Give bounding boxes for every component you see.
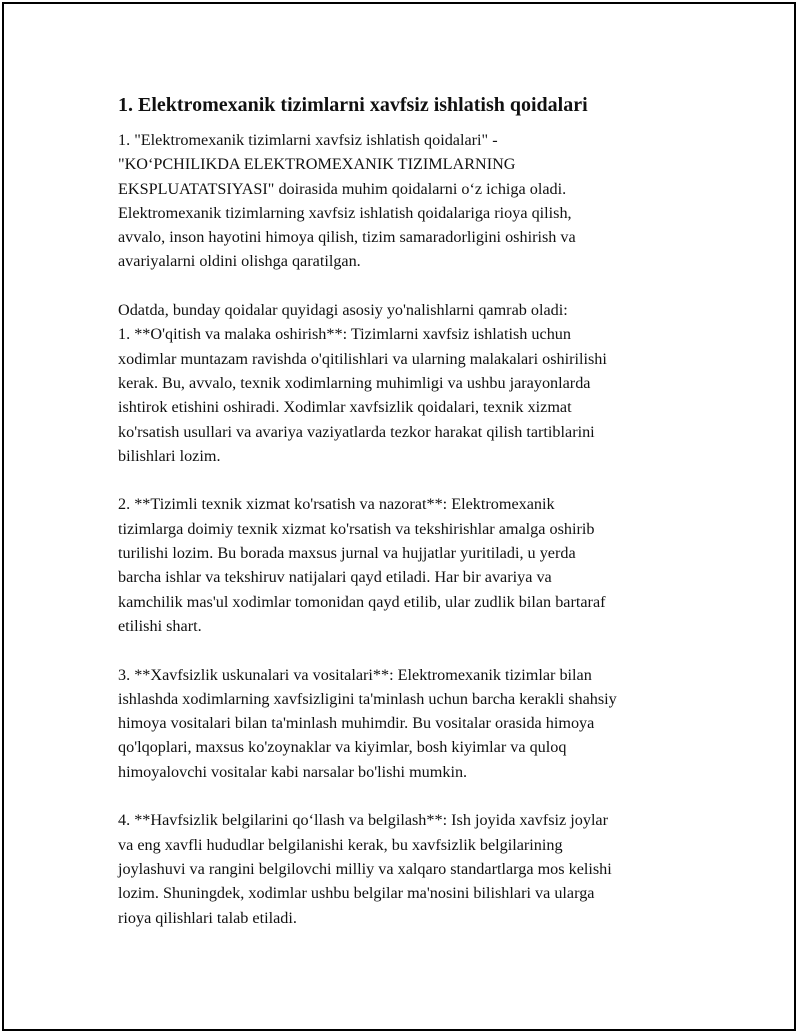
- text-line: ko'rsatish usullari va avariya vaziyatlarda tezkor harakat qilish tartiblarini: [118, 422, 595, 441]
- text-line: himoya vositalari bilan ta'minlash muhimdir. Bu vositalar orasida himoya: [118, 714, 595, 733]
- text-line: 2. **Tizimli texnik xizmat ko'rsatish va nazorat**: Elektromexanik: [118, 495, 555, 514]
- paragraph-intro: [118, 128, 698, 274]
- text-line: va eng xavfli hududlar belgilanishi kerak, bu xavfsizlik belgilarining: [118, 835, 563, 854]
- text-line: joylashuvi va rangini belgilovchi milliy va xalqaro standartlarga mos kelishi: [118, 859, 612, 878]
- paragraph-signs: [118, 808, 698, 929]
- text-line: etilishi shart.: [118, 616, 202, 635]
- text-line: tizimlarga doimiy texnik xizmat ko'rsatish va tekshirishlar amalga oshirib: [118, 519, 595, 538]
- text-line: EKSPLUATATSIYASI" doirasida muhim qoidalarni oʻz ichiga oladi.: [118, 179, 567, 198]
- text-line: Odatda, bunday qoidalar quyidagi asosiy yo'nalishlarni qamrab oladi:: [118, 301, 568, 320]
- text-line: barcha ishlar va tekshiruv natijalari qayd etiladi. Har bir avariya va: [118, 568, 552, 587]
- text-line: avvalo, inson hayotini himoya qilish, tizim samaradorligini oshirish va: [118, 228, 576, 247]
- document-body: [118, 92, 698, 930]
- text-line: kerak. Bu, avvalo, texnik xodimlarning muhimligi va ushbu jarayonlarda: [118, 373, 591, 392]
- paragraph-equipment: [118, 663, 698, 784]
- text-line: 4. **Havfsizlik belgilarini qoʻllash va belgilash**: Ish joyida xavfsiz joylar: [118, 811, 609, 830]
- text-line: avariyalarni oldini olishga qaratilgan.: [118, 252, 361, 271]
- text-line: Elektromexanik tizimlarning xavfsiz ishlatish qoidalariga rioya qilish,: [118, 203, 572, 222]
- paragraph-maintenance: [118, 492, 698, 638]
- paragraph-training: [118, 298, 698, 468]
- document-title: 1. Elektromexanik tizimlarni xavfsiz ishlatish qoidalari: [118, 94, 588, 116]
- text-line: qo'lqoplari, maxsus ko'zoynaklar va kiyimlar, bosh kiyimlar va quloq: [118, 738, 567, 757]
- text-line: lozim. Shuningdek, xodimlar ushbu belgilar ma'nosini bilishlari va ularga: [118, 884, 595, 903]
- text-line: kamchilik mas'ul xodimlar tomonidan qayd etilib, ular zudlik bilan bartaraf: [118, 592, 606, 611]
- text-line: "KOʻPCHILIKDA ELEKTROMEXANIK TIZIMLARNING: [118, 155, 516, 174]
- text-line: ishlashda xodimlarning xavfsizligini ta'minlash uchun barcha kerakli shahsiy: [118, 689, 617, 708]
- text-line: xodimlar muntazam ravishda o'qitilishlari va ularning malakalari oshirilishi: [118, 349, 607, 368]
- text-line: 1. **O'qitish va malaka oshirish**: Tizimlarni xavfsiz ishlatish uchun: [118, 325, 571, 344]
- text-line: ishtirok etishini oshiradi. Xodimlar xavfsizlik qoidalari, texnik xizmat: [118, 398, 572, 417]
- text-line: himoyalovchi vositalar kabi narsalar bo'lishi mumkin.: [118, 762, 468, 781]
- text-line: rioya qilishlari talab etiladi.: [118, 908, 297, 927]
- text-line: 1. "Elektromexanik tizimlarni xavfsiz ishlatish qoidalari" -: [118, 131, 498, 149]
- text-line: bilishlari lozim.: [118, 446, 221, 465]
- text-line: turilishi lozim. Bu borada maxsus jurnal va hujjatlar yuritiladi, u yerda: [118, 544, 576, 563]
- text-line: 3. **Xavfsizlik uskunalari va vositalari**: Elektromexanik tizimlar bilan: [118, 665, 592, 684]
